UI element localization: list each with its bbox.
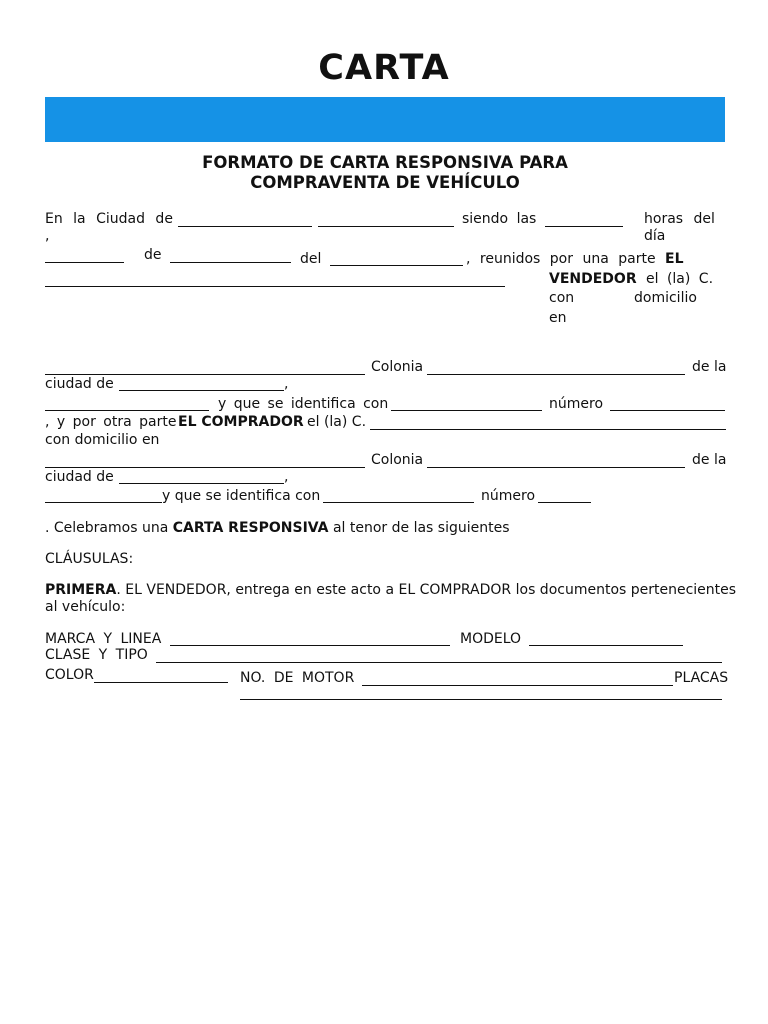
text-reunidos: , reunidos por una parte bbox=[466, 251, 656, 267]
blank-domicilio-comprador[interactable] bbox=[45, 467, 365, 468]
blank-ciudad-1[interactable] bbox=[178, 226, 312, 227]
text-horas-del: horas del bbox=[644, 211, 715, 227]
text-primera-label: PRIMERA bbox=[45, 582, 117, 598]
text-modelo: MODELO bbox=[460, 631, 522, 647]
text-domicilio: domicilio bbox=[634, 290, 697, 306]
title-line-1: CARTA bbox=[318, 48, 450, 88]
blank-no-motor[interactable] bbox=[362, 685, 673, 686]
text-numero: número bbox=[549, 396, 604, 412]
blank-nombre-vendedor[interactable] bbox=[45, 286, 505, 287]
text-comma: , bbox=[45, 228, 50, 244]
text-dia: día bbox=[644, 228, 666, 244]
text-colonia: Colonia bbox=[371, 359, 424, 375]
blank-hora[interactable] bbox=[545, 226, 623, 227]
blank-placas[interactable] bbox=[240, 699, 722, 700]
text-el-la-c: el (la) C. bbox=[646, 271, 714, 287]
text-color: COLOR bbox=[45, 667, 94, 683]
text-marca-y-linea: MARCA Y LINEA bbox=[45, 631, 162, 647]
text-de-la: de la bbox=[692, 359, 727, 375]
text-numero-2: número bbox=[481, 488, 536, 504]
blank-identificacion-comprador[interactable] bbox=[323, 502, 474, 503]
text-clase-y-tipo: CLASE Y TIPO bbox=[45, 647, 148, 663]
blank-modelo[interactable] bbox=[529, 645, 683, 646]
text-del: del bbox=[300, 251, 322, 267]
text-celebramos-post: al tenor de las siguientes bbox=[328, 520, 510, 536]
text-no-de-motor: NO. DE MOTOR bbox=[240, 670, 355, 686]
blank-anio[interactable] bbox=[330, 265, 463, 266]
text-clausulas: CLÁUSULAS: bbox=[45, 551, 134, 567]
blank-vendedor-extra[interactable] bbox=[45, 410, 209, 411]
text-placas: PLACAS bbox=[674, 670, 729, 686]
text-colonia-2: Colonia bbox=[371, 452, 424, 468]
blank-ciudad-vendedor[interactable] bbox=[119, 390, 284, 391]
blank-colonia-comprador[interactable] bbox=[427, 467, 685, 468]
text-comma-2: , bbox=[284, 376, 289, 392]
text-identifica-comprador: y que se identifica con bbox=[162, 488, 321, 504]
blank-numero-comprador[interactable] bbox=[538, 502, 591, 503]
text-celebramos bbox=[45, 520, 510, 537]
blank-mes[interactable] bbox=[170, 262, 291, 263]
title-wrap bbox=[0, 46, 768, 96]
blank-ciudad-2[interactable] bbox=[318, 226, 454, 227]
blank-dia[interactable] bbox=[45, 262, 124, 263]
text-ciudad-de-2: ciudad de bbox=[45, 469, 114, 485]
text-en: en bbox=[549, 310, 567, 326]
text-primera-body: . EL VENDEDOR, entrega en este acto a EL COMPRADOR los documentos pertenecientes bbox=[116, 582, 737, 598]
text-primera bbox=[45, 582, 736, 599]
text-vendedor: VENDEDOR bbox=[549, 271, 637, 287]
text-celebramos-pre: . Celebramos una bbox=[45, 520, 173, 536]
blank-identificacion-vendedor[interactable] bbox=[391, 410, 542, 411]
subtitle-line-1: FORMATO DE CARTA RESPONSIVA PARA bbox=[202, 153, 568, 172]
text-el-comprador: EL COMPRADOR bbox=[178, 414, 304, 430]
document-subtitle bbox=[45, 153, 725, 193]
blank-colonia-vendedor[interactable] bbox=[427, 374, 685, 375]
text-comma-3: , bbox=[284, 469, 289, 485]
text-con-domicilio-en: con domicilio en bbox=[45, 432, 160, 448]
blank-comprador-extra[interactable] bbox=[45, 502, 162, 503]
text-el: EL bbox=[665, 251, 684, 267]
text-al-vehiculo: al vehículo: bbox=[45, 599, 126, 615]
text-identifica-vendedor: y que se identifica con bbox=[218, 396, 389, 412]
text-de: de bbox=[144, 247, 162, 263]
text-de-la-2: de la bbox=[692, 452, 727, 468]
subtitle-line-2: COMPRAVENTA DE VEHÍCULO bbox=[250, 173, 520, 192]
blank-clase-tipo[interactable] bbox=[156, 662, 722, 663]
text-por-otra-parte: , y por otra parte bbox=[45, 414, 177, 430]
blank-domicilio-vendedor[interactable] bbox=[45, 374, 365, 375]
blank-color[interactable] bbox=[94, 682, 228, 683]
text-ciudad-de: ciudad de bbox=[45, 376, 114, 392]
text-el-la-c-comprador: el (la) C. bbox=[307, 414, 367, 430]
blank-marca-linea[interactable] bbox=[170, 645, 450, 646]
text-carta-responsiva: CARTA RESPONSIVA bbox=[172, 520, 329, 536]
text-en-la-ciudad-de: En la Ciudad de bbox=[45, 211, 173, 227]
blank-ciudad-comprador[interactable] bbox=[119, 483, 284, 484]
blank-numero-vendedor[interactable] bbox=[610, 410, 725, 411]
text-siendo-las: siendo las bbox=[462, 211, 537, 227]
text-con: con bbox=[549, 290, 575, 306]
blank-nombre-comprador[interactable] bbox=[370, 429, 726, 430]
header-band bbox=[45, 97, 725, 142]
